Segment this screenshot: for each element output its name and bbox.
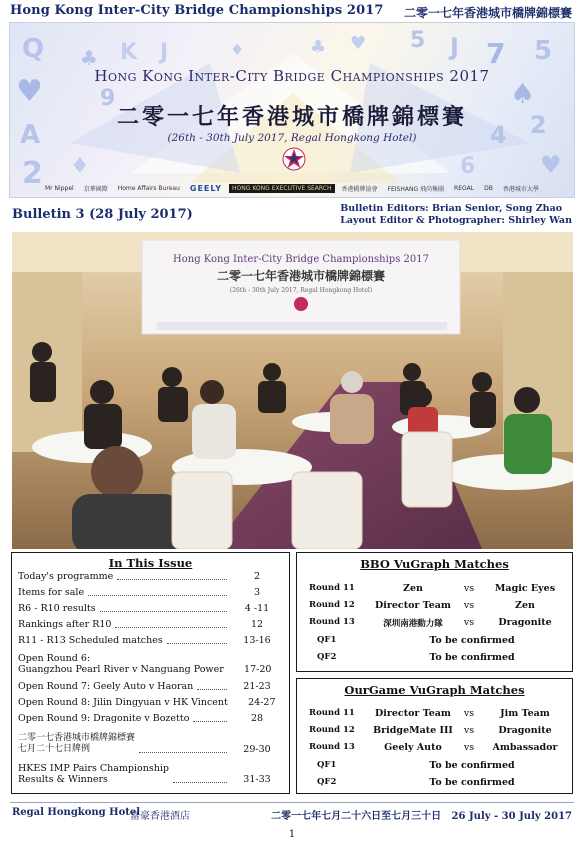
svg-text:♥: ♥ bbox=[350, 33, 367, 54]
leader-dots bbox=[197, 689, 227, 690]
issue-item-label: Open Round 7: Geely Auto v Haoran bbox=[18, 681, 194, 692]
svg-text:♣: ♣ bbox=[310, 37, 327, 58]
issue-item-label: HKES IMP Pairs Championship bbox=[18, 763, 169, 774]
issue-item[interactable] bbox=[18, 763, 283, 785]
issue-item-page: 3 bbox=[253, 587, 261, 598]
versus: vs bbox=[463, 617, 475, 628]
svg-text:J: J bbox=[450, 33, 459, 61]
page-footer bbox=[0, 802, 584, 822]
versus: vs bbox=[463, 742, 475, 753]
leader-dots bbox=[100, 611, 227, 612]
match-row bbox=[297, 583, 572, 597]
issue-item[interactable] bbox=[18, 713, 283, 724]
svg-text:4: 4 bbox=[490, 121, 507, 149]
leader-dots bbox=[117, 579, 227, 580]
issue-item-label-block bbox=[18, 733, 135, 755]
svg-text:♠: ♠ bbox=[510, 77, 536, 110]
sponsor-logo: 香港橋牌協會 bbox=[341, 185, 378, 193]
versus: vs bbox=[463, 600, 475, 611]
sponsor-logo: Home Affairs Bureau bbox=[117, 184, 180, 192]
sponsor-logo: 香港城市大學 bbox=[502, 185, 539, 193]
team-b: Magic Eyes bbox=[494, 583, 556, 594]
star-emblem-icon bbox=[282, 147, 306, 171]
header-title-en: Hong Kong Inter-City Bridge Championships 2017 bbox=[10, 3, 384, 18]
team-a: Director Team bbox=[375, 708, 451, 719]
issue-item-label: Open Round 9: Dragonite v Bozetto bbox=[18, 713, 190, 724]
svg-text:♣: ♣ bbox=[80, 46, 98, 70]
team-a: Zen bbox=[403, 583, 423, 594]
issue-item[interactable] bbox=[18, 587, 283, 598]
leader-dots bbox=[115, 627, 227, 628]
team-b: Ambassador bbox=[492, 742, 558, 753]
final-round: QF1 bbox=[317, 635, 337, 645]
match-round: Round 11 bbox=[309, 583, 355, 593]
bbo-vugraph-box bbox=[296, 552, 573, 672]
match-round: Round 12 bbox=[309, 600, 355, 610]
issue-item-page: 29-30 bbox=[243, 744, 271, 755]
match-row bbox=[297, 600, 572, 614]
photo-banner-title-en: Hong Kong Inter-City Bridge Championships 2017 bbox=[173, 254, 429, 265]
sponsor-logo: Mr Nippel bbox=[45, 184, 74, 192]
svg-text:2: 2 bbox=[530, 111, 547, 139]
team-b: Jim Team bbox=[500, 708, 550, 719]
final-status: To be confirmed bbox=[429, 760, 515, 771]
issue-item-label-line2: Guangzhou Pearl River v Nanguang Power bbox=[18, 664, 224, 675]
final-round: QF2 bbox=[317, 652, 337, 662]
final-round: QF2 bbox=[317, 777, 337, 787]
sponsor-logo: DB bbox=[484, 184, 493, 192]
svg-text:J: J bbox=[160, 40, 169, 65]
svg-text:♦: ♦ bbox=[70, 154, 90, 179]
leader-dots bbox=[88, 595, 227, 596]
in-this-issue-box bbox=[11, 552, 290, 794]
final-row bbox=[297, 652, 572, 666]
issue-item[interactable] bbox=[18, 653, 283, 675]
svg-text:9: 9 bbox=[100, 86, 116, 111]
issue-item-label: 二零一七香港城市橋牌錦標賽 bbox=[18, 733, 136, 743]
issue-item-label: Open Round 6: bbox=[18, 653, 91, 664]
issue-item-page: 2 bbox=[253, 571, 261, 582]
header-title-zh: 二零一七年香港城市橋牌錦標賽 bbox=[403, 6, 572, 20]
in-this-issue-heading: In This Issue bbox=[108, 556, 193, 570]
issue-item-label-block bbox=[18, 653, 224, 675]
footer-divider bbox=[10, 802, 574, 803]
sponsor-logo: 京華國際 bbox=[83, 185, 108, 193]
team-b: Zen bbox=[515, 600, 535, 611]
issue-item[interactable] bbox=[18, 733, 283, 755]
issue-item-page: 4 -11 bbox=[244, 603, 270, 614]
match-row bbox=[297, 742, 572, 756]
svg-text:6: 6 bbox=[460, 154, 476, 179]
issue-item-label: R11 - R13 Scheduled matches bbox=[18, 635, 163, 646]
issue-item-label: Items for sale bbox=[18, 587, 85, 598]
final-row bbox=[297, 760, 572, 774]
sponsor-logos bbox=[10, 179, 574, 197]
team-a: Geely Auto bbox=[384, 742, 442, 753]
banner-title-zh: 二零一七年香港城市橋牌錦標賽 bbox=[116, 105, 467, 130]
issue-item-label-line2: Results & Winners bbox=[18, 774, 108, 785]
issue-item-page: 13-16 bbox=[243, 635, 271, 646]
layout-editor: Layout Editor & Photographer: Shirley Wan bbox=[340, 215, 572, 226]
issue-item-page: 24-27 bbox=[248, 697, 276, 708]
top-header bbox=[0, 0, 584, 22]
bulletin-title: Bulletin 3 (28 July 2017) bbox=[12, 207, 193, 222]
leader-dots bbox=[167, 643, 227, 644]
issue-item-page: 12 bbox=[250, 619, 264, 630]
svg-text:♥: ♥ bbox=[16, 74, 43, 109]
team-b: Dragonite bbox=[498, 725, 552, 736]
issue-item[interactable] bbox=[18, 571, 283, 582]
photo-banner-dates: (26th - 30th July 2017, Regal Hongkong Hotel) bbox=[229, 287, 373, 294]
final-round: QF1 bbox=[317, 760, 337, 770]
match-row bbox=[297, 725, 572, 739]
svg-text:7: 7 bbox=[486, 37, 506, 70]
page-number: 1 bbox=[288, 829, 296, 840]
team-a: BridgeMate III bbox=[373, 725, 453, 736]
footer-dates: 二零一七年七月二十六日至七月三十日 26 July - 30 July 2017 bbox=[271, 811, 572, 822]
ourgame-vugraph-box bbox=[296, 678, 573, 794]
versus: vs bbox=[463, 725, 475, 736]
editors-credit bbox=[340, 203, 572, 227]
leader-dots bbox=[139, 752, 227, 753]
banner-title-en: Hong Kong Inter-City Bridge Championships 2017 bbox=[94, 67, 490, 85]
svg-text:♦: ♦ bbox=[230, 40, 245, 59]
svg-text:5: 5 bbox=[534, 36, 553, 66]
sponsor-logo-geely: GEELY bbox=[189, 183, 223, 193]
issue-item-label: Rankings after R10 bbox=[18, 619, 112, 630]
leader-dots bbox=[173, 782, 227, 783]
issue-item-label: Open Round 8: Jilin Dingyuan v HK Vincent bbox=[18, 697, 228, 708]
footer-hotel-zh: 富豪香港酒店 bbox=[130, 811, 190, 822]
photo-banner-title-zh: 二零一七年香港城市橋牌錦標賽 bbox=[216, 269, 386, 283]
match-row bbox=[297, 617, 572, 631]
sponsor-logo: HONG KONG EXECUTIVE SEARCH bbox=[229, 184, 334, 193]
match-round: Round 13 bbox=[309, 617, 355, 627]
match-round: Round 12 bbox=[309, 725, 355, 735]
svg-text:2: 2 bbox=[22, 156, 43, 191]
svg-text:K: K bbox=[120, 40, 138, 65]
event-banner bbox=[9, 22, 575, 198]
svg-text:♥: ♥ bbox=[540, 151, 562, 179]
issue-item-label-block bbox=[18, 763, 169, 785]
team-b: Dragonite bbox=[498, 617, 552, 628]
leader-dots bbox=[193, 721, 227, 722]
issue-item-label: Today's programme bbox=[18, 571, 114, 582]
final-row bbox=[297, 777, 572, 791]
sponsor-logo: FEISHANG 飛尚集團 bbox=[387, 185, 445, 193]
match-round: Round 11 bbox=[309, 708, 355, 718]
issue-item-page: 17-20 bbox=[244, 664, 272, 675]
final-status: To be confirmed bbox=[429, 777, 515, 788]
banner-dates: (26th - 30th July 2017, Regal Hongkong Hotel) bbox=[167, 132, 417, 144]
match-row bbox=[297, 708, 572, 722]
issue-item-page: 28 bbox=[250, 713, 264, 724]
team-a: Director Team bbox=[375, 600, 451, 611]
match-round: Round 13 bbox=[309, 742, 355, 752]
final-row bbox=[297, 635, 572, 649]
bbo-vugraph-heading: BBO VuGraph Matches bbox=[360, 557, 509, 571]
issue-item[interactable] bbox=[18, 697, 283, 708]
sponsor-logo: REGAL bbox=[454, 184, 475, 192]
ourgame-vugraph-heading: OurGame VuGraph Matches bbox=[344, 683, 525, 697]
svg-text:Q: Q bbox=[22, 34, 45, 64]
issue-item-page: 21-23 bbox=[243, 681, 271, 692]
issue-item[interactable] bbox=[18, 619, 283, 630]
issue-item-page: 31-33 bbox=[243, 774, 271, 785]
footer-hotel-en: Regal Hongkong Hotel bbox=[12, 807, 141, 818]
svg-text:A: A bbox=[20, 120, 41, 150]
versus: vs bbox=[463, 583, 475, 594]
issue-item-label-line2: 七月二十七日牌例 bbox=[18, 744, 91, 754]
issue-item-label: R6 - R10 results bbox=[18, 603, 96, 614]
issue-item[interactable] bbox=[18, 681, 283, 692]
versus: vs bbox=[463, 708, 475, 719]
team-a: 深圳南港動力隊 bbox=[383, 619, 443, 629]
final-status: To be confirmed bbox=[429, 652, 515, 663]
issue-item[interactable] bbox=[18, 635, 283, 646]
issue-item[interactable] bbox=[18, 603, 283, 614]
tournament-hall-photo bbox=[12, 232, 573, 549]
bulletin-editors: Bulletin Editors: Brian Senior, Song Zhao bbox=[340, 203, 563, 214]
final-status: To be confirmed bbox=[429, 635, 515, 646]
svg-text:5: 5 bbox=[410, 28, 426, 53]
